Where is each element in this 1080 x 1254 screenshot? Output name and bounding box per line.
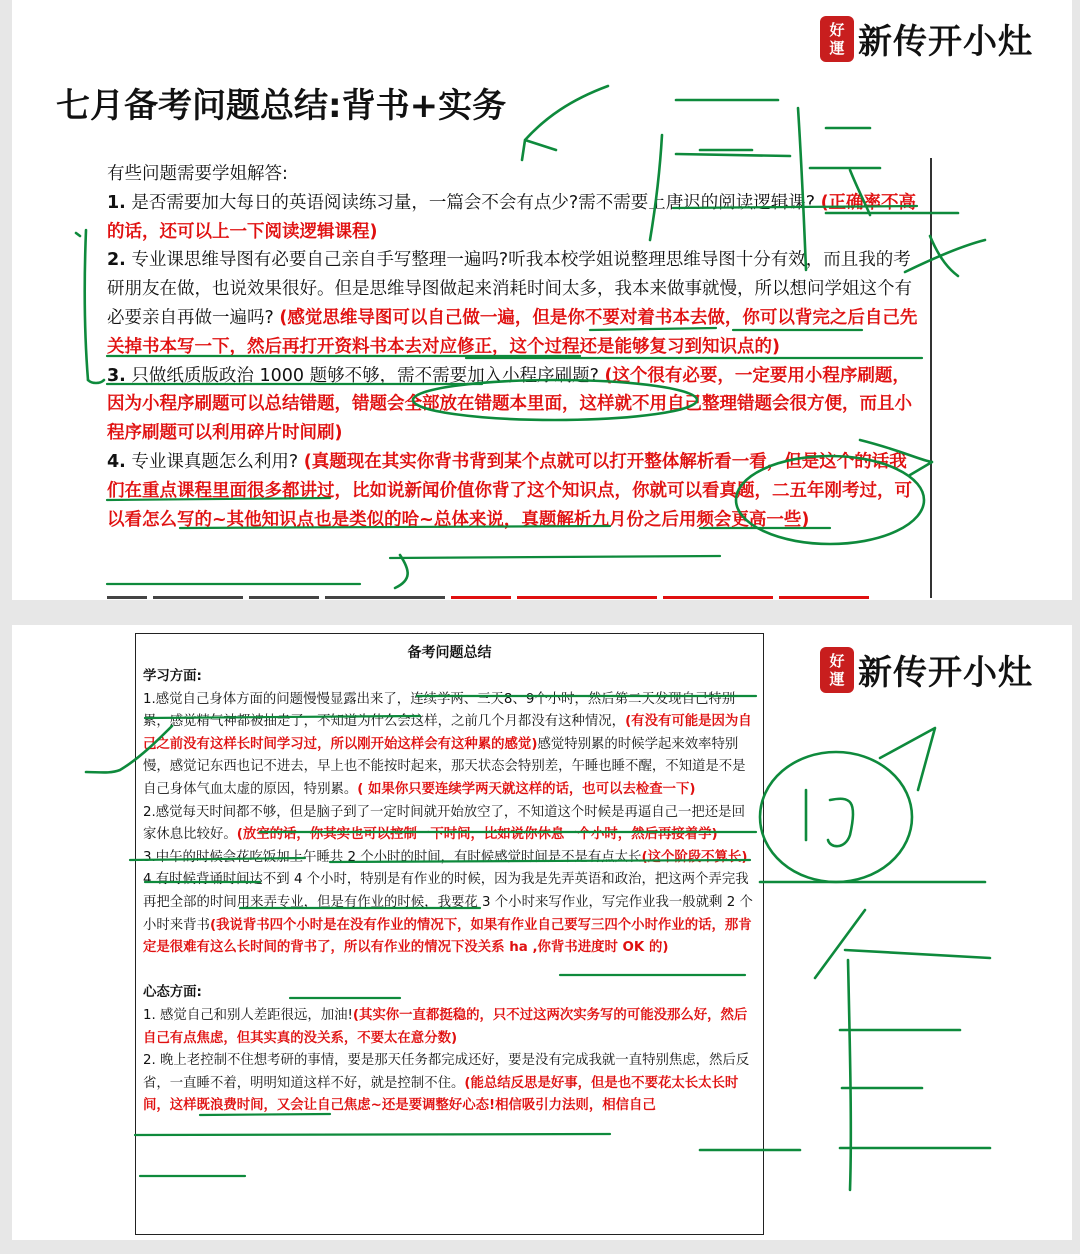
question-number: 1. [107,192,126,213]
question-number: 4. [107,451,126,472]
study-item-1 [143,689,755,802]
question-text: 只做纸质版政治 1000 题够不够，需不需要加入小程序刷题? [131,365,599,386]
answer-text: (放空的话，你其实也可以控制一下时间，比如说你休息一个小时，然后再接着学) [236,827,718,843]
answer-text: (能总结反思是好事，但是也不要花太长太长时间，这样既浪费时间，又会让自己焦虑~还是要调整好心态!相信吸引力法则，相信自己 [143,1075,739,1114]
item-text: 2.感觉每天时间都不够，但是脑子到了一定时间就开始放空了，不知道这个时候是再逼自己一把还是回家休息比较好。 [143,804,745,843]
brand-logo [820,645,1033,694]
question-number: 3. [107,365,126,386]
item-text: 3.中午的时候会花吃饭加上午睡共 2 个小时的时间，有时候感觉时间是不是有点太长 [143,849,642,865]
question-text: 专业课真题怎么利用? [131,451,299,472]
question-text: 专业课思维导图有必要自己亲自手写整理一遍吗?听我本校学姐说整理思维导图十分有效，而且我的考研朋友在做，也说效果很好。但是思维导图做起来消耗时间太多，我本来做事就慢，所以想问学姐这个有必要亲自再做一遍吗? [107,250,912,328]
answer-text: (真题现在其实你背书背到某个点就可以打开整体解析看一看，但是这个的话我们在重点课程里面很多都讲过，比如说新闻价值你背了这个知识点，你就可以看真题，二五年刚考过，可以看怎么写的~其他知识点也是类似的哈~总体来说，真题解析九月份之后用频会更高一些) [107,451,912,530]
brand-logo [820,14,1033,63]
answer-text: (感觉思维导图可以自己做一遍，但是你不要对着书本去做，你可以背完之后自己先关掉书本写一下，然后再打开资料书本去对应修正，这个过程还是能够复习到知识点的) [107,307,918,357]
question-4 [107,448,922,534]
spacer [143,960,755,983]
answer-text: (我说背书四个小时是在没有作业的情况下，如果有作业自己要写三四个小时作业的话，那肯定是很难有这么长时间的背书了，所以有作业的情况下没关系 ha ,你背书进度时 OK 的) [143,917,752,956]
question-1 [107,189,922,247]
mindset-item-2 [143,1050,755,1118]
item-text-continued: 感觉特别累的时候学起来效率特别慢，感觉记东西也记不进去，早上也不能按时起来，那天状态会特别差，午睡也睡不醒，不知道是不是自己身体气血太虚的原因，特别累。 [143,736,746,797]
qa-list [107,160,922,534]
intro-line: 有些问题需要学姐解答: [107,164,288,184]
page-two [12,625,1072,1240]
brand-seal: 好 運 [820,16,854,62]
answer-text-2: ( 如果你只要连续学两天就这样的话，也可以去检查一下) [357,781,696,797]
item-text: 1.感觉自己身体方面的问题慢慢显露出来了，连续学两、三天8、9个小时，然后第二天发现自己特别累，感觉精气神都被抽走了，不知道为什么会这样，之前几个月都没有这种情况， [143,691,736,730]
margin-rule [930,158,932,598]
page-title: 七月备考问题总结:背书+实务 [56,86,507,126]
question-number: 2. [107,250,126,271]
section-heading-study: 学习方面: [143,669,202,684]
item-text: 4.有时候背诵时间达不到 4 个小时，特别是有作业的时候，因为我是先弄英语和政治，把这两个弄完我再把全部的时间用来弄专业，但是有作业的时候，我要花 3 个小时来写作业，写完作业我一般就剩 2 个小时来背书 [143,872,753,933]
answer-text: (其实你一直都挺稳的，只不过这两次实务写的可能没那么好，然后自己有点焦虑，但其实真的没关系，不要太在意分数) [143,1007,748,1046]
document-title: 备考问题总结 [407,645,492,661]
question-text: 是否需要加大每日的英语阅读练习量，一篇会不会有点少?需不需要上唐迟的阅读逻辑课? [131,192,815,213]
answer-text: (有没有可能是因为自己之前没有这样长时间学习过，所以刚开始这样会有这种累的感觉) [143,714,752,752]
study-item-2 [143,802,755,847]
document-body [143,666,755,1118]
item-text: 2. 晚上老控制不住想考研的事情，要是那天任务都完成还好，要是没有完成我就一直特别焦虑，然后反省，一直睡不着，明明知道这样不好，就是控制不住。 [143,1053,750,1091]
answer-text: (正确率不高的话，还可以上一下阅读逻辑课程) [107,192,917,242]
question-2 [107,246,922,361]
brand-name: 新传开小灶 [858,653,1033,693]
item-text: 1. 感觉自己和别人差距很远，加油! [143,1007,353,1023]
study-item-3 [143,847,755,870]
brand-seal: 好 運 [820,647,854,693]
mindset-item-1 [143,1005,755,1050]
summary-document [135,633,764,1235]
answer-text: (这个阶段不算长) [641,849,748,865]
answer-text: (这个很有必要，一定要用小程序刷题，因为小程序刷题可以总结错题，错题会全部放在错题本里面，这样就不用自己整理错题会很方便，而且小程序刷题可以利用碎片时间刷) [107,365,912,444]
section-heading-mindset: 心态方面: [143,985,202,1001]
page-one [12,0,1072,600]
question-3 [107,362,922,448]
brand-name: 新传开小灶 [858,22,1033,62]
study-item-4 [143,869,755,959]
cropped-next-line [107,584,922,600]
